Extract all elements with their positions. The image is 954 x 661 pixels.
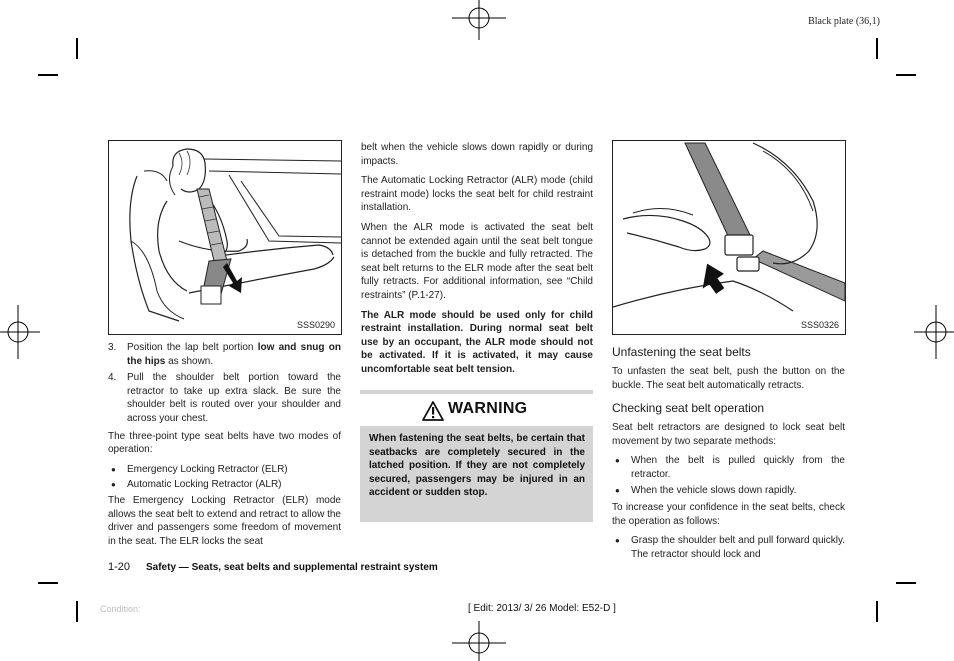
registration-mark-top-icon: [448, 0, 510, 42]
page-number: 1-20: [108, 561, 131, 573]
registration-mark-right-icon: [912, 303, 954, 361]
warning-title: WARNING: [448, 400, 528, 417]
seated-person-illustration: [109, 141, 341, 334]
paragraph-elr: The Emergency Locking Retractor (ELR) mode allows the seat belt to extend and retract to allow the driver and passengers some freedom of movement in the seat. The ELR locks the seat: [108, 494, 341, 547]
paragraph-confidence: To increase your confidence in the seat belts, check the operation as follows:: [612, 502, 845, 527]
section-title: Safety — Seats, seat belts and supplemental restraint system: [146, 562, 438, 573]
warning-triangle-icon: [422, 401, 444, 421]
step-3-text: Position the lap belt portion: [127, 342, 258, 353]
figure-lap-belt: [108, 140, 342, 335]
bullet-text: When the belt is pulled quickly from the retractor.: [631, 455, 845, 480]
step-4-text: Pull the shoulder belt portion toward the retractor to take up extra slack. Be sure the shoulder belt is routed over your shoulder and across your chest.: [127, 372, 341, 424]
step-3-emphasis: low and snug on the hips: [127, 342, 341, 367]
crop-mark: [38, 582, 58, 584]
crop-mark: [876, 38, 878, 59]
paragraph-3: When the ALR mode is activated the seat belt cannot be extended again until the seat belt tongue is detached from the buckle and fully retracted. The seat belt returns to the ELR mode after the seat belt fully retracts. For additional information, see “Child restraints” (P.1-27).: [361, 221, 593, 301]
bullet-icon: ●: [615, 456, 620, 466]
paragraph-1: belt when the vehicle slows down rapidly or during impacts.: [361, 142, 593, 167]
registration-mark-left-icon: [0, 303, 44, 361]
paragraph-modes: The three-point type seat belts have two modes of operation:: [108, 430, 341, 456]
figure-unbuckle: [612, 140, 846, 335]
bullet-icon: ●: [615, 485, 620, 495]
bullet-icon: ●: [615, 536, 620, 546]
figure-code-right: SSS0326: [800, 320, 839, 330]
paragraph-unfasten: To unfasten the seat belt, push the button on the buckle. The seat belt automatically retracts.: [612, 366, 845, 391]
bullet-text: Emergency Locking Retractor (ELR): [127, 463, 288, 475]
edit-info: [ Edit: 2013/ 3/ 26 Model: E52-D ]: [468, 603, 616, 614]
paragraph-alr-note: The ALR mode should be used only for child restraint installation. During normal seat belt use by an occupant, the ALR mode should not be activated. If it is activated, it may cause uncomfortable seat belt tension.: [361, 309, 593, 375]
crop-mark: [76, 601, 78, 622]
step-number: 4.: [108, 372, 117, 384]
column-middle: [361, 141, 593, 383]
crop-mark: [896, 74, 916, 76]
heading-checking: Checking seat belt operation: [612, 401, 765, 416]
list-item-slows: [612, 484, 845, 498]
warning-box: [360, 390, 593, 522]
list-item-pulled: [612, 454, 845, 481]
list-item-step-4: [108, 371, 341, 425]
bullet-text: When the vehicle slows down rapidly.: [631, 484, 797, 496]
crop-mark: [876, 601, 878, 622]
list-item-alr: [108, 478, 341, 492]
paragraph-methods: Seat belt retractors are designed to lock seat belt movement by two separate methods:: [612, 422, 845, 447]
black-plate-label: Black plate (36,1): [808, 16, 880, 27]
list-item-step-3: [108, 341, 341, 368]
column-left: [108, 341, 341, 554]
crop-mark: [76, 38, 78, 59]
bullet-text: Grasp the shoulder belt and pull forward quickly. The retractor should lock and: [631, 535, 845, 560]
heading-unfastening: Unfastening the seat belts: [612, 345, 751, 359]
warning-text: When fastening the seat belts, be certain that seatbacks are completely secured in the latched position. If they are not completely secured, passengers may be injured in an accident or sudden stop.: [369, 433, 585, 499]
bullet-icon: ●: [111, 480, 116, 490]
bullet-text: Automatic Locking Retractor (ALR): [127, 479, 282, 491]
paragraph-2: The Automatic Locking Retractor (ALR) mode (child restraint mode) locks the seat belt for child restraint installation.: [361, 175, 593, 214]
step-number: 3.: [108, 342, 117, 353]
crop-mark: [896, 582, 916, 584]
column-right: [612, 341, 845, 564]
warning-header: [360, 394, 593, 426]
list-item-grasp: [612, 534, 845, 561]
bullet-icon: ●: [111, 464, 116, 474]
condition-label: Condition:: [100, 604, 141, 614]
registration-mark-bottom-icon: [448, 619, 510, 661]
figure-code-left: SSS0290: [296, 320, 335, 330]
list-item-elr: [108, 463, 341, 477]
step-3-text-end: as shown.: [165, 355, 214, 367]
crop-mark: [38, 74, 58, 76]
buckle-release-illustration: [613, 141, 845, 334]
